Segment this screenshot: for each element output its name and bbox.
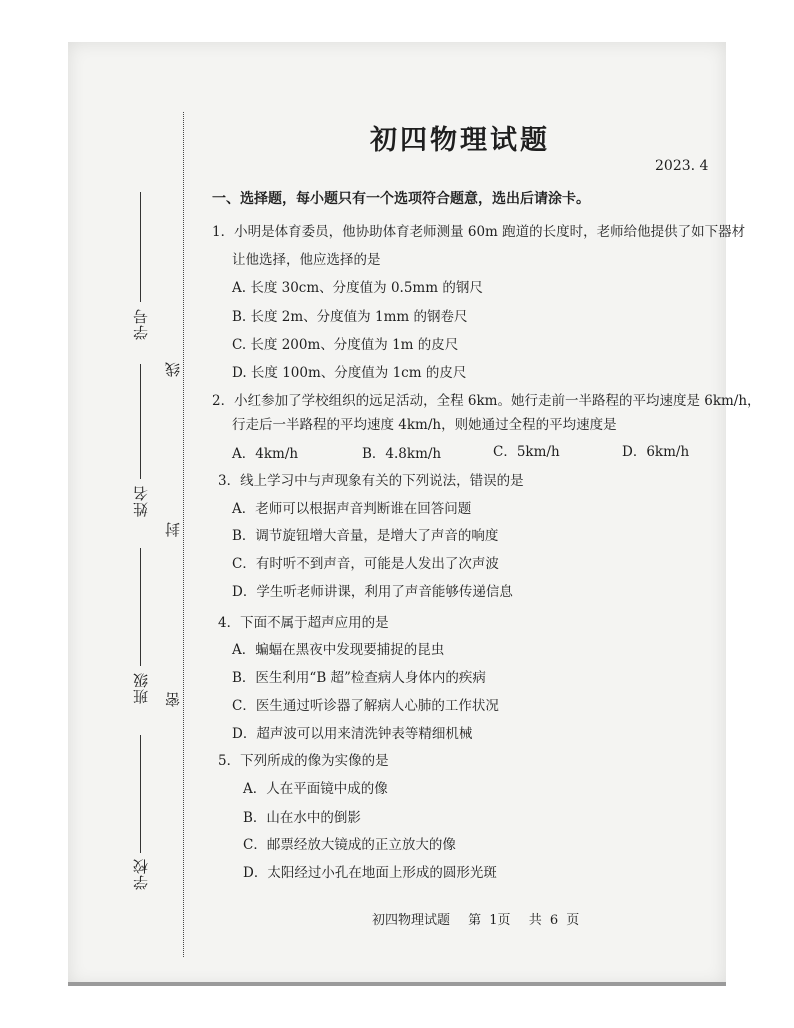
question-1-option-d[interactable]: D. 长度 100m、分度值为 1cm 的皮尺 bbox=[232, 365, 467, 381]
question-3-option-a[interactable]: A．老师可以根据声音判断谁在回答问题 bbox=[232, 501, 472, 517]
footer-page-number: 第 1页 bbox=[468, 913, 511, 928]
student-id-blank-line[interactable] bbox=[140, 192, 141, 302]
exam-date: 2023. 4 bbox=[655, 158, 709, 174]
question-3-option-d[interactable]: D．学生听老师讲课，利用了声音能够传递信息 bbox=[232, 584, 513, 600]
page-title: 初四物理试题 bbox=[370, 125, 550, 156]
student-id-label: 学号 bbox=[132, 308, 150, 340]
question-5-option-a[interactable]: A．人在平面镜中成的像 bbox=[243, 781, 388, 797]
section-title: 一、选择题，每小题只有一个选项符合题意，选出后请涂卡。 bbox=[212, 191, 590, 207]
question-1-stem: 1．小明是体育委员，他协助体育老师测量 60m 跑道的长度时，老师给他提供了如下器材 bbox=[212, 224, 746, 240]
page-footer bbox=[372, 909, 589, 928]
seal-mi: 密 bbox=[164, 692, 182, 707]
school-label: 学校 bbox=[132, 858, 150, 890]
question-3-option-c[interactable]: C．有时听不到声音，可能是人发出了次声波 bbox=[232, 556, 499, 572]
question-2-option-d[interactable]: D．6km/h bbox=[622, 444, 690, 460]
class-blank-line[interactable] bbox=[140, 548, 141, 666]
question-2-stem: 2．小红参加了学校组织的远足活动，全程 6km。她行走前一半路程的平均速度是 6km/h， bbox=[212, 393, 761, 409]
question-2-stem-cont: 行走后一半路程的平均速度 4km/h，则她通过全程的平均速度是 bbox=[232, 417, 617, 433]
question-1-stem-cont: 让他选择，他应选择的是 bbox=[232, 252, 381, 268]
question-4-option-d[interactable]: D．超声波可以用来清洗钟表等精细机械 bbox=[232, 726, 473, 742]
question-4-option-c[interactable]: C．医生通过听诊器了解病人心肺的工作状况 bbox=[232, 698, 499, 714]
question-3-option-b[interactable]: B．调节旋钮增大音量，是增大了声音的响度 bbox=[232, 528, 499, 544]
question-2-option-c[interactable]: C．5km/h bbox=[493, 444, 560, 460]
question-5-stem: 5．下列所成的像为实像的是 bbox=[218, 753, 389, 769]
question-1-option-a[interactable]: A. 长度 30cm、分度值为 0.5mm 的钢尺 bbox=[232, 280, 483, 296]
question-4-stem: 4．下面不属于超声应用的是 bbox=[218, 615, 389, 631]
name-label: 姓名 bbox=[132, 485, 150, 517]
question-2-option-b[interactable]: B．4.8km/h bbox=[362, 446, 442, 462]
footer-total-pages: 共 6 页 bbox=[528, 913, 580, 928]
seal-feng: 封 bbox=[164, 522, 182, 537]
question-2-option-a[interactable]: A．4km/h bbox=[232, 446, 299, 462]
paper-bottom-edge bbox=[68, 982, 726, 986]
question-5-option-c[interactable]: C．邮票经放大镜成的正立放大的像 bbox=[243, 837, 456, 853]
school-blank-line[interactable] bbox=[140, 735, 141, 853]
seal-xian: 线 bbox=[164, 362, 182, 377]
question-4-option-b[interactable]: B．医生利用“B 超”检查病人身体内的疾病 bbox=[232, 670, 486, 686]
question-1-option-b[interactable]: B. 长度 2m、分度值为 1mm 的钢卷尺 bbox=[232, 309, 468, 325]
question-5-option-b[interactable]: B．山在水中的倒影 bbox=[243, 810, 361, 826]
binding-dotted-line bbox=[183, 112, 184, 957]
question-1-option-c[interactable]: C. 长度 200m、分度值为 1m 的皮尺 bbox=[232, 337, 459, 353]
class-label: 班级 bbox=[132, 672, 150, 704]
footer-exam-name: 初四物理试题 bbox=[372, 913, 451, 928]
question-5-option-d[interactable]: D．太阳经过小孔在地面上形成的圆形光斑 bbox=[243, 865, 497, 881]
question-4-option-a[interactable]: A．蝙蝠在黑夜中发现要捕捉的昆虫 bbox=[232, 642, 445, 658]
question-3-stem: 3．线上学习中与声现象有关的下列说法，错误的是 bbox=[218, 473, 524, 489]
name-blank-line[interactable] bbox=[140, 364, 141, 479]
